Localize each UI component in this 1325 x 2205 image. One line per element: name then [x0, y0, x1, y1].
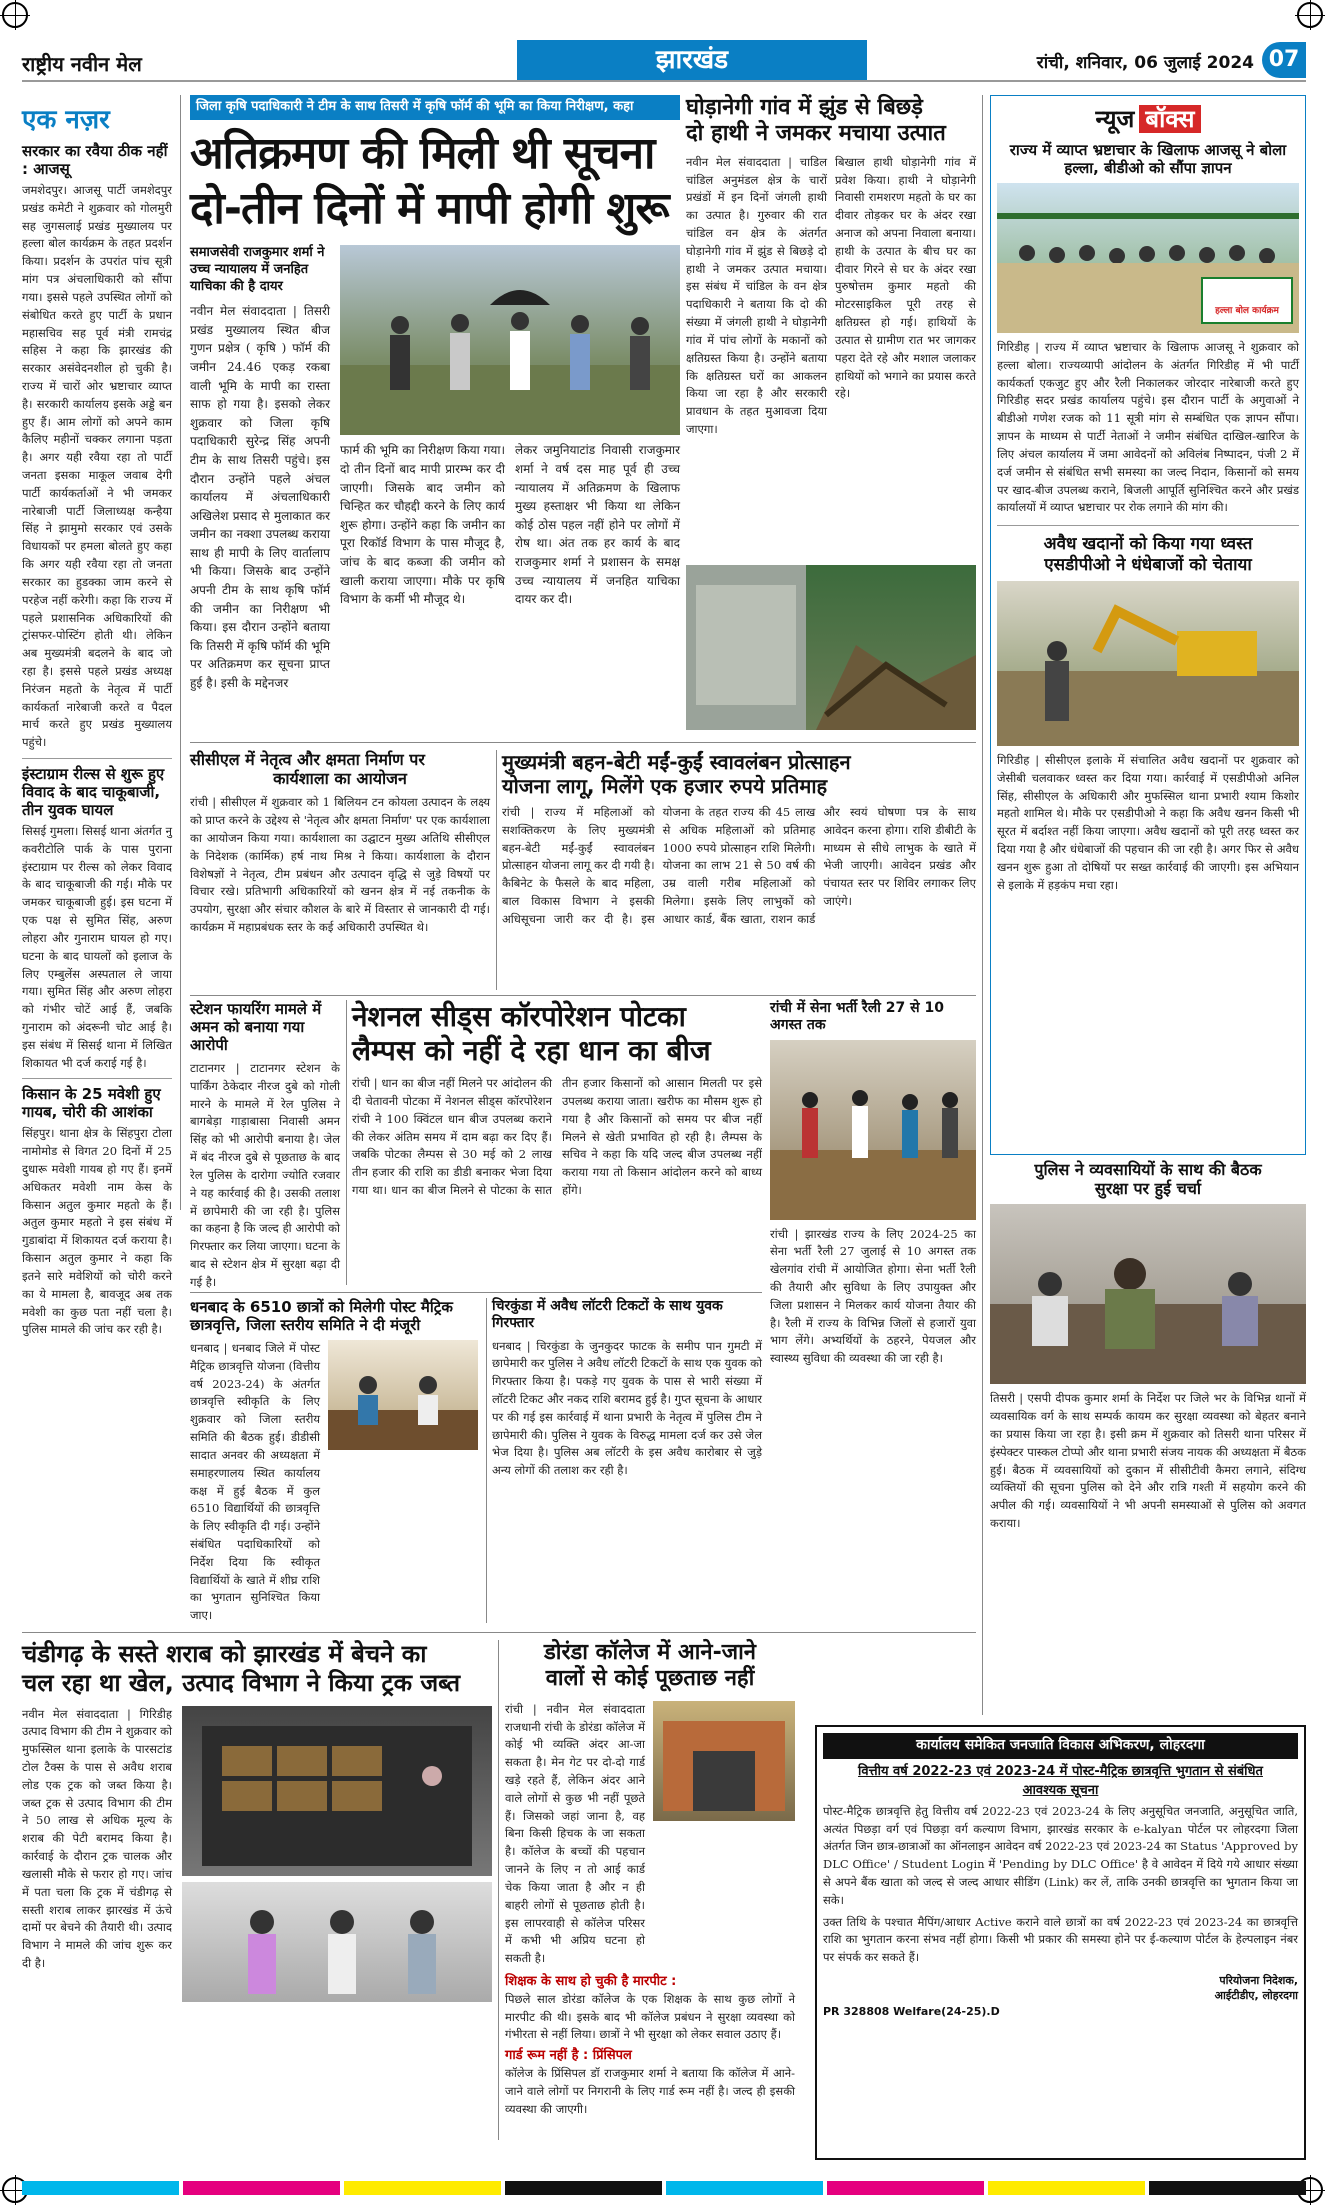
ek-nazar-item2-title: इंस्टाग्राम रील्स से शुरू हुए विवाद के बाद चाकूबाजी, तीन युवक घायल [22, 765, 165, 819]
lead-story [190, 95, 680, 735]
lottery-headline: चिरकुंडा में अवैध लॉटरी टिकटों के साथ युवक गिरफ्तार [492, 1298, 723, 1331]
scholarship-story [190, 1298, 480, 1628]
doranda-story [505, 1640, 795, 2160]
ek-nazar-item2-body: सिसई गुमला। सिसई थाना अंतर्गत नु कवरीटोलि पार्क के पास पुराना इंस्टाग्राम पर रील्स को लेकर विवाद के बाद चाकूबाजी की गई। मौके पर जमकर चाकूबाजी हुई। इस घटना में एक पक्ष से सुमित सिंह, अरुण लोहरा और गुनाराम घायल हो गए। घटना के बाद घायलों को इलाज के लिए एम्बुलेंस अस्पताल ले जाया गया। सुमित सिंह और अरुण लोहरा को गंभीर चोटें आई हैं, जबकि गुनाराम को अंदरूनी चोट आई है। इस संबंध में सिसई थाना में लिखित शिकायत भी दर्ज कराई गई है। [22, 824, 172, 1070]
scholarship-photo [328, 1340, 478, 1450]
scholarship-headline-2: छात्रवृत्ति, जिला स्तरीय समिति ने दी मंजूरी [190, 1316, 421, 1334]
lottery-body: धनबाद | चिरकुंडा के जुनकुदर फाटक के समीप पान गुमटी में छापेमारी कर पुलिस ने अवैध लॉटरी टिकटों के साथ एक युवक को गिरफ्तार किया है। पकड़े गए युवक के पास से भारी संख्या में लॉटरी टिकट और नकद राशि बरामद हुई है। गुप्त सूचना के आधार पर की गई इस कार्रवाई में थाना प्रभारी के नेतृत्व में पुलिस टीम ने छापेमारी की। पुलिस ने युवक के विरुद्ध मामला दर्ज कर उसे जेल भेज दिया है। पुलिस अब लॉटरी के इस अवैध कारोबार से जुड़े अन्य लोगों की तलाश कर रही है। [492, 1338, 762, 1478]
police-meeting-headline-1: पुलिस ने व्यवसायियों के साथ की बैठक [1034, 1160, 1262, 1179]
ek-nazar-item1-body: जमशेदपुर। आजसू पार्टी जमशेदपुर प्रखंड कमेटी ने शुक्रवार को गोलमुरी सह जुगसलाई प्रखंड मुख्यालय पर हल्ला बोल कार्यक्रम के तहत प्रदर्शन किया। प्रदर्शन के उपरांत पांच सूत्री मांग पत्र अंचलाधिकारी को सौंपा गया। इससे पहले उपस्थित लोगों को संबोधित करते हुए पार्टी के प्रधान महासचिव सह पूर्व मंत्री रामचंद्र सहिस ने कहा कि झारखंड की सरकार असंवेदनशील हो चुकी है। राज्य में चारों ओर भ्रष्टाचार व्याप्त है। सरकारी कार्यालय इसके अड्डे बन हुए हैं। आम लोगों को अपने काम कैलिए महीनों चक्कर लगाना पड़ता है। अगर यही रवैया रहा तो पार्टी जनता इसका माकूल जवाब देगी पार्टी कार्यकर्ताओं ने भी जमकर नारेबाजी पार्टी जिलाध्यक्ष कन्हैया सिंह ने झामुमो सरकार एवं उसके विधायकों पर हमला बोलते हुए कहा कि अगर यही रवैया रहा तो जनता सरकार का हुडक्का जाम करने से परहेज नहीं करेगी। कहा कि राज्य में पहले प्रशासनिक अधिकारियों की ट्रांसफर-पोस्टिंग होती थी। लेकिन अब मुख्यमंत्री बदलने के बाद जो रहा है। इससे पहले प्रखंड अध्यक्ष निरंजन महतो के नेतृत्व में पार्टी कार्यकर्ता नारेबाजी करते व पैदल मार्च करते हुए प्रखंड मुख्यालय पहुंचे। [22, 183, 172, 750]
news-box-column [990, 95, 1306, 1155]
army-rally-photo [770, 1040, 976, 1220]
army-rally-body: रांची | झारखंड राज्य के लिए 2024-25 का सेना भर्ती रैली 27 जुलाई से 10 अगस्त तक खेलगांव रांची में आयोजित होगा। सेना भर्ती रैली की तैयारी और सुविधा के लिए उपायुक्त और जिला प्रशासन ने मिलकर कार्य योजना तैयार की है। रैली में राज्य के विभिन्न जिलों से हजारों युवा भाग लेंगे। अभ्यर्थियों के ठहरने, पेयजल और स्वास्थ्य सुविधा की व्यवस्था की जा रही है। [770, 1226, 976, 1366]
illegal-mining-body: गिरिडीह | सीसीएल इलाके में संचालित अवैध खदानों पर शुक्रवार को जेसीबी चलवाकर ध्वस्त कर दिया गया। कार्रवाई में एसडीपीओ अनिल सिंह, सीसीएल के अधिकारी और मुफस्सिल थाना प्रभारी श्याम किशोर महतो शामिल थे। मौके पर एसडीपीओ ने कहा कि अवैध खनन किसी भी सूरत में बर्दाश्त नहीं किया जाएगा। अवैध खदानों को पूरी तरह ध्वस्त कर दिया गया है और धंधेबाजों की पहचान की जा रही है। अगर फिर से अवैध खनन शुरू हुआ तो दोषियों पर सख्त कार्रवाई की जाएगी। इस अभियान से इलाके में हड़कंप मचा रहा। [997, 752, 1299, 892]
doranda-body-3: कॉलेज के प्रिंसिपल डॉ राजकुमार शर्मा ने बताया कि कॉलेज में आने-जाने वाले लोगों पर निगरानी के लिए गार्ड रूम नहीं है। जल्द ही इसकी व्यवस्था की जाएगी। [505, 2066, 795, 2116]
lead-body-2: फार्म की भूमि का निरीक्षण किया गया। दो तीन दिनों बाद मापी प्रारम्भ कर दी जाएगी। जिसके बाद जमीन को चिन्हित कर चौहद्दी करने के लिए कार्य शुरू होगा। उन्होंने कहा कि जमीन का पूरा रिकॉर्ड विभाग के पास मौजूद है, जांच के बाद कब्जा की जमीन को खाली कराया जाएगा। मौके पर कृषि विभाग के कर्मी भी मौजूद थे। [340, 443, 505, 607]
liquor-story [22, 1640, 492, 2160]
notice-body-2: उक्त तिथि के पश्चात मैपिंग/आधार Active कराने वाले छात्रों का वर्ष 2022-23 एवं 2023-24 का छात्रवृत्ति राशि का भुगतान करना संभव नहीं होगा। किसी भी प्रकार की समस्या होने पर ई-कल्याण पोर्टल के हेल्पलाइन नंबर पर संपर्क कर सकते हैं। [823, 1914, 1298, 1965]
ccl-body: रांची | सीसीएल में शुक्रवार को 1 बिलियन टन कोयला उत्पादन के लक्ष्य को प्राप्त करने के उद्देश्य से 'नेतृत्व और क्षमता निर्माण' पर एक कार्यशाला का आयोजन किया गया। कार्यशाला का उद्घाटन मुख्य अतिथि सीसीएल के निदेशक (कार्मिक) हर्ष नाथ मिश्र ने किया। कार्यशाला के दौरान विशेषज्ञों ने नेतृत्व, टीम प्रबंधन और उत्पादन वृद्धि से जुड़े विषयों पर विचार रखे। प्रतिभागी अधिकारियों को खनन क्षेत्र में नई तकनीक के उपयोग, सुरक्षा और संचार कौशल के बारे में विस्तार से जानकारी दी गई। कार्यक्रम में महाप्रबंधक स्तर के कई अधिकारी उपस्थित थे। [190, 795, 490, 935]
notice-signature: परियोजना निदेशक, आईटीडीए, लोहरदगा [1214, 1974, 1298, 2003]
print-color-bar [22, 2181, 1306, 2195]
govt-notice [815, 1725, 1306, 2160]
police-meeting-story [990, 1160, 1306, 1720]
station-firing-headline: स्टेशन फायरिंग मामले में अमन को बनाया गया आरोपी [190, 1000, 322, 1054]
registration-mark-icon [2, 2, 28, 28]
police-meeting-headline-2: सुरक्षा पर हुई चर्चा [1094, 1179, 1202, 1199]
issue-date: रांची, शनिवार, 06 जुलाई 2024 [1036, 53, 1254, 73]
station-firing-story [190, 1000, 340, 1290]
doranda-gate-photo [653, 1701, 795, 1821]
lead-photo [340, 245, 680, 435]
illegal-mining-headline-2: एसडीपीओ ने धंधेबाजों को चेताया [1044, 554, 1252, 575]
doranda-headline-1: डोरंडा कॉलेज में आने-जाने [544, 1640, 756, 1665]
page-header [22, 40, 1306, 82]
news-box-banner-text: हल्ला बोल कार्यक्रम [1215, 306, 1279, 316]
liquor-body: नवीन मेल संवाददाता | गिरिडीह उत्पाद विभाग की टीम ने शुक्रवार को मुफस्सिल थाना इलाके के पारसटांड टोल टैक्स के पास से अवैध शराब लोड एक ट्रक को जब्त किया है। जब्त ट्रक से उत्पाद विभाग की टीम ने 50 लाख से अधिक मूल्य के शराब की पेटी बरामद किया है। कार्रवाई के दौरान ट्रक चालक और खलासी मौके से फरार हो गए। जांच में पता चला कि ट्रक में चंडीगढ़ से सस्ती शराब लाकर झारखंड में ऊंचे दामों पर बेचने की तैयारी थी। उत्पाद विभाग ने मामले की जांच शुरू कर दी है। [22, 1706, 172, 1970]
police-meeting-photo [990, 1204, 1306, 1384]
liquor-officials-photo [182, 1882, 492, 2002]
seeds-story [352, 1000, 762, 1290]
cm-scheme-body: रांची | राज्य में महिलाओं को सशक्तिकरण के लिए मुख्यमंत्री बहन-बेटी मईं-कुईं स्वावलंबन प्रोत्साहन योजना लागू कर दी गयी है। कैबिनेट के फैसले के बाद महिला, बाल विकास विभाग ने इसकी अधिसूचना जारी कर दी है। इस योजना के तहत राज्य की 45 लाख से अधिक महिलाओं को प्रतिमाह 1000 रुपये प्रोत्साहन राशि मिलेगी। योजना का लाभ 21 से 50 वर्ष की उम्र वाली गरीब महिलाओं को मिलेगा। इसके लिए लाभुकों को आधार कार्ड, बैंक खाता, राशन कार्ड और स्वयं घोषणा पत्र के साथ आवेदन करना होगा। राशि डीबीटी के माध्यम से सीधे लाभुक के खाते में भेजी जाएगी। आवेदन प्रखंड और पंचायत स्तर पर शिविर लगाकर लिए जाएंगे। [502, 805, 976, 926]
lead-kicker: जिला कृषि पदाधिकारी ने टीम के साथ तिसरी में कृषि फॉर्म की भूमि का किया निरीक्षण, कहा [190, 95, 680, 120]
lead-body-1: नवीन मेल संवाददाता | तिसरी प्रखंड मुख्यालय स्थित बीज गुणन प्रक्षेत्र ( कृषि ) फॉर्म की जमीन 24.46 एकड़ रकबा वाली भूमि के मापी का रास्ता साफ हो गया है। इसको लेकर शुक्रवार को जिला कृषि पदाधिकारी सुरेन्द्र सिंह अपनी टीम के साथ तिसरी पहुंचे। इस दौरान उन्होंने पहले अंचल कार्यालय में अंचलाधिकारी अखिलेश प्रसाद से मुलाकात कर जमीन का नक्शा उपलब्ध कराया साथ ही मापी के लिए वार्तालाप भी किया। जिसके बाद उन्होंने अपनी टीम के साथ कृषि फॉर्म की जमीन का निरीक्षण भी किया। इस दौरान उन्होंने बताया कि तिसरी में कृषि फॉर्म की भूमि पर अतिक्रमण कर सूचना प्राप्त हुई है। इसी के मद्देनजर [190, 304, 330, 691]
ccl-headline-2: कार्यशाला का आयोजन [273, 769, 407, 789]
ek-nazar-label: एक नज़र [22, 105, 110, 135]
elephant-body-1: नवीन मेल संवाददाता | चाडिल चांडिल अनुमंडल क्षेत्र के चारों प्रखंडों में इन दिनों जंगली हाथी का उत्पात है। गुरुवार की रात चांडिल वन क्षेत्र के अंतर्गत घोड़ानेगी गांव में झुंड से बिछड़े दो हाथी ने जमकर उत्पात मचाया। इस संबंध में चांडिल के वन क्षेत्र पदाधिकारी ने बताया कि दो की संख्या में जंगली हाथी ने घोड़ानेगी गांव में पांच लोगों के मकानों को क्षतिग्रस्त किया है। उन्होंने बताया कि क्षतिग्रस्त घरों का आकलन किया जा रहा है और सरकारी प्रावधान के तहत मुआवजा दिया जाएगा। [686, 154, 827, 436]
illegal-mining-photo [997, 581, 1299, 746]
news-box-label: न्यूज बॉक्स [997, 102, 1299, 135]
elephant-body-2: बिखाल हाथी घोड़ानेगी गांव में प्रवेश किया। हाथी ने घोड़ानेगी निवासी रामशरण महतो के घर का दीवार तोड़कर घर के अंदर रखा अनाज को अपना निवाला बनाया। हाथी के उत्पात के बीच घर का दीवार गिरने से घर के अंदर रखा पुरुषोत्तम कुमार महतो की मोटरसाइकिल पूरी तरह से क्षतिग्रस्त हो गई। हाथियों के उत्पात से ग्रामीण रात भर जागकर पहरा देते रहे और मशाल जलाकर हाथियों को भगाने का प्रयास करते रहे। [835, 154, 976, 401]
station-firing-body: टाटानगर | टाटानगर स्टेशन के पार्किंग ठेकेदार नीरज दुबे को गोली मारने के मामले में रेल पुलिस ने बागबेड़ा गाड़ाबासा निवासी अमन सिंह को भी आरोपी बनाया है। जेल में बंद नीरज दुबे से पूछताछ के बाद रेल पुलिस के दारोगा ज्योति रजवार ने यह कार्रवाई की है। उसकी तलाश में छापेमारी की जा रही है। पुलिस का कहना है कि जल्द ही आरोपी को गिरफ्तार कर लिया जाएगा। घटना के बाद से स्टेशन क्षेत्र में सुरक्षा बढ़ा दी गई है। [190, 1061, 340, 1289]
illegal-mining-headline-1: अवैध खदानों को किया गया ध्वस्त [1043, 534, 1253, 555]
newspaper-name: राष्ट्रीय नवीन मेल [22, 52, 142, 76]
ek-nazar-item1-title: सरकार का रवैया ठीक नहीं : आजसू [22, 142, 168, 178]
liquor-headline-1: चंडीगढ़ के सस्ते शराब को झारखंड में बेचने का [22, 1640, 427, 1668]
section-title: झारखंड [517, 40, 867, 80]
army-rally-headline: रांची में सेना भर्ती रैली 27 से 10 अगस्त तक [770, 1000, 944, 1033]
news-box-body: गिरिडीह | राज्य में व्याप्त भ्रष्टाचार के खिलाफ आजसू ने शुक्रवार को हल्ला बोला। राज्यव्यापी आंदोलन के अंतर्गत गिरिडीह में भी पार्टी कार्यकर्ता एकजुट हुए और रैली निकालकर जोरदार नारेबाजी करते हुए गिरिडीह सदर प्रखंड कार्यालय पहुंचे। इस दौरान पार्टी के अगुवाओं ने बीडीओ गणेश रजक को 11 सूत्री मांग से सम्बंधित एक ज्ञापन सौंपा। ज्ञापन के माध्यम से पार्टी नेताओं ने जमीन संबंधित दाखिल-खारिज के लिए अंचल कार्यालय में जमा आवेदनों को अविलंब निष्पादन, पंजी 2 में दर्ज जमीन से संबंधित सभी समस्या का जल्द निदान, किसानों को समय पर खाद-बीज उपलब्ध कराने, बिजली आपूर्ति सुनिश्चित करने और प्रखंड कार्यालयों में व्याप्त भ्रष्टाचार पर रोक लगाने की मांग की। [997, 340, 1299, 515]
seeds-headline-1: नेशनल सीड्स कॉरपोरेशन पोटका [352, 1000, 686, 1033]
lottery-story [492, 1298, 762, 1628]
elephant-headline-line2: दो हाथी ने जमकर मचाया उत्पात [686, 121, 946, 147]
lead-headline-line1: अतिक्रमण की मिली थी सूचना [190, 127, 655, 179]
news-box-photo [997, 183, 1299, 333]
ek-nazar-item3-body: सिंहपुर। थाना क्षेत्र के सिंहपुरा टोला नामोमोड से विगत 20 दिनों में 25 दुधारू मवेशी गायब हो गए हैं। इनमें अधिकतर मवेशी नाम केस के किसान अतुल कुमार महतो के हैं। अतुल कुमार महतो ने इस संबंध में गुडाबांदा में शिकायत दर्ज कराया है। किसान अतुल कुमार ने कहा कि इतने सारे मवेशियों को चोरी करने का ये मामला है, बावजूद अब तक मवेशी का कुछ पता नहीं चला है। पुलिस मामले की जांच कर रही है। [22, 1126, 172, 1337]
notice-pr-number: PR 328808 Welfare(24-25).D [823, 2005, 1000, 2019]
lead-subheadline: समाजसेवी राजकुमार शर्मा ने उच्च न्यायालय में जनहित याचिका की है दायर [190, 245, 325, 295]
elephant-story [686, 95, 976, 735]
notice-office: कार्यालय समेकित जनजाति विकास अभिकरण, लोहरदगा [823, 1733, 1298, 1759]
doranda-body-2: पिछले साल डोरंडा कॉलेज के एक शिक्षक के साथ कुछ लोगों ने मारपीट की थी। इसके बाद भी कॉलेज प्रबंधन ने सुरक्षा व्यवस्था को गंभीरता से नहीं लिया। छात्रों ने भी सुरक्षा को लेकर सवाल उठाए हैं। [505, 1991, 795, 2042]
registration-mark-icon [1297, 2, 1323, 28]
lead-headline-line2: दो-तीन दिनों में मापी होगी शुरू [190, 182, 669, 234]
doranda-body: रांची | नवीन मेल संवाददाता राजधानी रांची के डोरंडा कॉलेज में कोई भी व्यक्ति अंदर आ-जा सकता है। मेन गेट पर दो-दो गार्ड खड़े रहते हैं, लेकिन अंदर आने वाले लोगों से कुछ भी नहीं पूछते हैं। जिसको जहां जाना है, वह बिना किसी हिचक के जा सकता है। कॉलेज के बच्चों की पहचान जानने के लिए न तो आई कार्ड चेक किया जाता है और न ही बाहरी लोगों से पूछताछ होती है। इस लापरवाही से कॉलेज परिसर में कभी भी अप्रिय घटना हो सकती है। [505, 1701, 645, 1966]
elephant-headline-line1: घोड़ानेगी गांव में झुंड से बिछड़े [686, 95, 923, 120]
notice-title: वित्तीय वर्ष 2022-23 एवं 2023-24 में पोस्ट-मैट्रिक छात्रवृत्ति भुगतान से संबंधित [858, 1763, 1263, 1779]
cm-scheme-story [502, 750, 976, 990]
ek-nazar-column [22, 100, 172, 1337]
army-rally-story [770, 1000, 976, 1620]
cm-scheme-headline-1: मुख्यमंत्री बहन-बेटी मईं-कुईं स्वावलंबन प्रोत्साहन [502, 750, 851, 774]
notice-subtitle: आवश्यक सूचना [1022, 1783, 1099, 1799]
ccl-headline-1: सीसीएल में नेतृत्व और क्षमता निर्माण पर [190, 750, 425, 769]
lead-body-3: लेकर जमुनियाटांड निवासी राजकुमार शर्मा ने वर्ष दस माह पूर्व ही उच्च न्यायालय में अतिक्रमण के खिलाफ मुख्य हस्ताक्षर भी किया था लेकिन कोई ठोस पहल नहीं होने पर लोगों में रोष था। अंत तक हर कार्य के बाद राजकुमार शर्मा ने प्रशासन के समक्ष उच्च न्यायालय में जनहित याचिका दायर कर दी। [515, 443, 680, 607]
seeds-body: रांची | धान का बीज नहीं मिलने पर आंदोलन की दी चेतावनी पोटका में नेशनल सीड्स कॉरपोरेशन रांची ने 100 क्विंटल धान बीज उपलब्ध कराने की लेकर अंतिम समय में दाम बढ़ा कर दिए हैं। जबकि पोटका लैम्पस से 30 मई को 2 लाख तीन हजार की राशि का डीडी बनाकर भेजा दिया गया था। धान का बीज मिलने से पोटका के सात तीन हजार किसानों को आसान मिलती पर इसे उपलब्ध कराया जाता। खरीफ का मौसम शुरू हो गया है और किसानों को समय पर बीज नहीं मिलने से खेती प्रभावित हो रही है। लैम्पस के सचिव ने कहा कि यदि जल्द बीज उपलब्ध नहीं कराया गया तो किसान आंदोलन करने को बाध्य होंगे। [352, 1076, 762, 1198]
page-number: 07 [1262, 42, 1306, 78]
elephant-damage-photo [686, 565, 976, 730]
doranda-headline-2: वालों से कोई पूछताछ नहीं [545, 1666, 755, 1692]
seeds-headline-2: लैम्पस को नहीं दे रहा धान का बीज [352, 1033, 711, 1067]
notice-body: पोस्ट-मैट्रिक छात्रवृत्ति हेतु वित्तीय वर्ष 2022-23 एवं 2023-24 के लिए अनुसूचित जनजाति, अनुसूचित जाति, अत्यंत पिछड़ा वर्ग एवं पिछड़ा वर्ग कल्याण विभाग, झारखंड सरकार के e-kalyan पोर्टल पर लोहरदगा जिला अंतर्गत जिन छात्र-छात्राओं का ऑनलाइन आवेदन वर्ष 2022-23 एवं 2023-24 का Status 'Approved by DLC Office' / Student Login में 'Pending by DLC Office' है वे आवेदन में दिये गये आधार संख्या से अपने बैंक खाता को जल्द से जल्द आधार सीडिंग (Link) कर लें, ताकि उनकी छात्रवृत्ति का भुगतान किया जा सके। [823, 1803, 1298, 1907]
doranda-subhead-2: गार्ड रूम नहीं है : प्रिंसिपल [505, 2048, 632, 2064]
news-box-headline: राज्य में व्याप्त भ्रष्टाचार के खिलाफ आजसू ने बोला हल्ला, बीडीओ को सौंपा ज्ञापन [1009, 141, 1287, 177]
liquor-headline-2: चल रहा था खेल, उत्पाद विभाग ने किया ट्रक जब्त [22, 1668, 461, 1697]
scholarship-headline-1: धनबाद के 6510 छात्रों को मिलेगी पोस्ट मैट्रिक [190, 1298, 453, 1316]
doranda-subhead-1: शिक्षक के साथ हो चुकी है मारपीट : [505, 1973, 677, 1989]
ccl-story [190, 750, 490, 990]
police-meeting-body: तिसरी | एसपी दीपक कुमार शर्मा के निर्देश पर जिले भर के विभिन्न थानों में व्यवसायिक वर्ग के साथ सम्पर्क कायम कर सुरक्षा व्यवस्था को बेहतर बनाने का प्रयास किया जा रहा है। इसी क्रम में शुक्रवार को तिसरी थाना परिसर में इंस्पेक्टर पास्कल टोप्पो और थाना प्रभारी संजय नायक की अध्यक्षता में बैठक हुई। बैठक में व्यवसायियों को दुकान में सीसीटीवी कैमरा लगाने, संदिग्ध व्यक्तियों की सूचना पुलिस को देने और रात्रि गश्ती में सहयोग करने की अपील की गई। व्यवसायियों ने भी अपनी समस्याओं से पुलिस को अवगत कराया। [990, 1391, 1306, 1531]
scholarship-body: धनबाद | धनबाद जिले में पोस्ट मैट्रिक छात्रवृत्ति योजना (वित्तीय वर्ष 2023-24) के अंतर्गत छात्रवृत्ति स्वीकृति के लिए शुक्रवार को जिला स्तरीय समिति की बैठक हुई। डीडीसी सादात अनवर की अध्यक्षता में समाहरणालय स्थित कार्यालय कक्ष में हुई बैठक में कुल 6510 विद्यार्थियों की छात्रवृत्ति के लिए स्वीकृति दी गई। उन्होंने संबंधित पदाधिकारियों को निर्देश दिया कि स्वीकृत विद्यार्थियों के खाते में शीघ्र राशि का भुगतान सुनिश्चित किया जाए। [190, 1341, 320, 1623]
ek-nazar-item3-title: किसान के 25 मवेशी हुए गायब, चोरी की आशंका [22, 1085, 161, 1122]
liquor-truck-photo [182, 1706, 492, 1876]
cm-scheme-headline-2: योजना लागू, मिलेंगे एक हजार रुपये प्रतिमाह [502, 774, 828, 798]
